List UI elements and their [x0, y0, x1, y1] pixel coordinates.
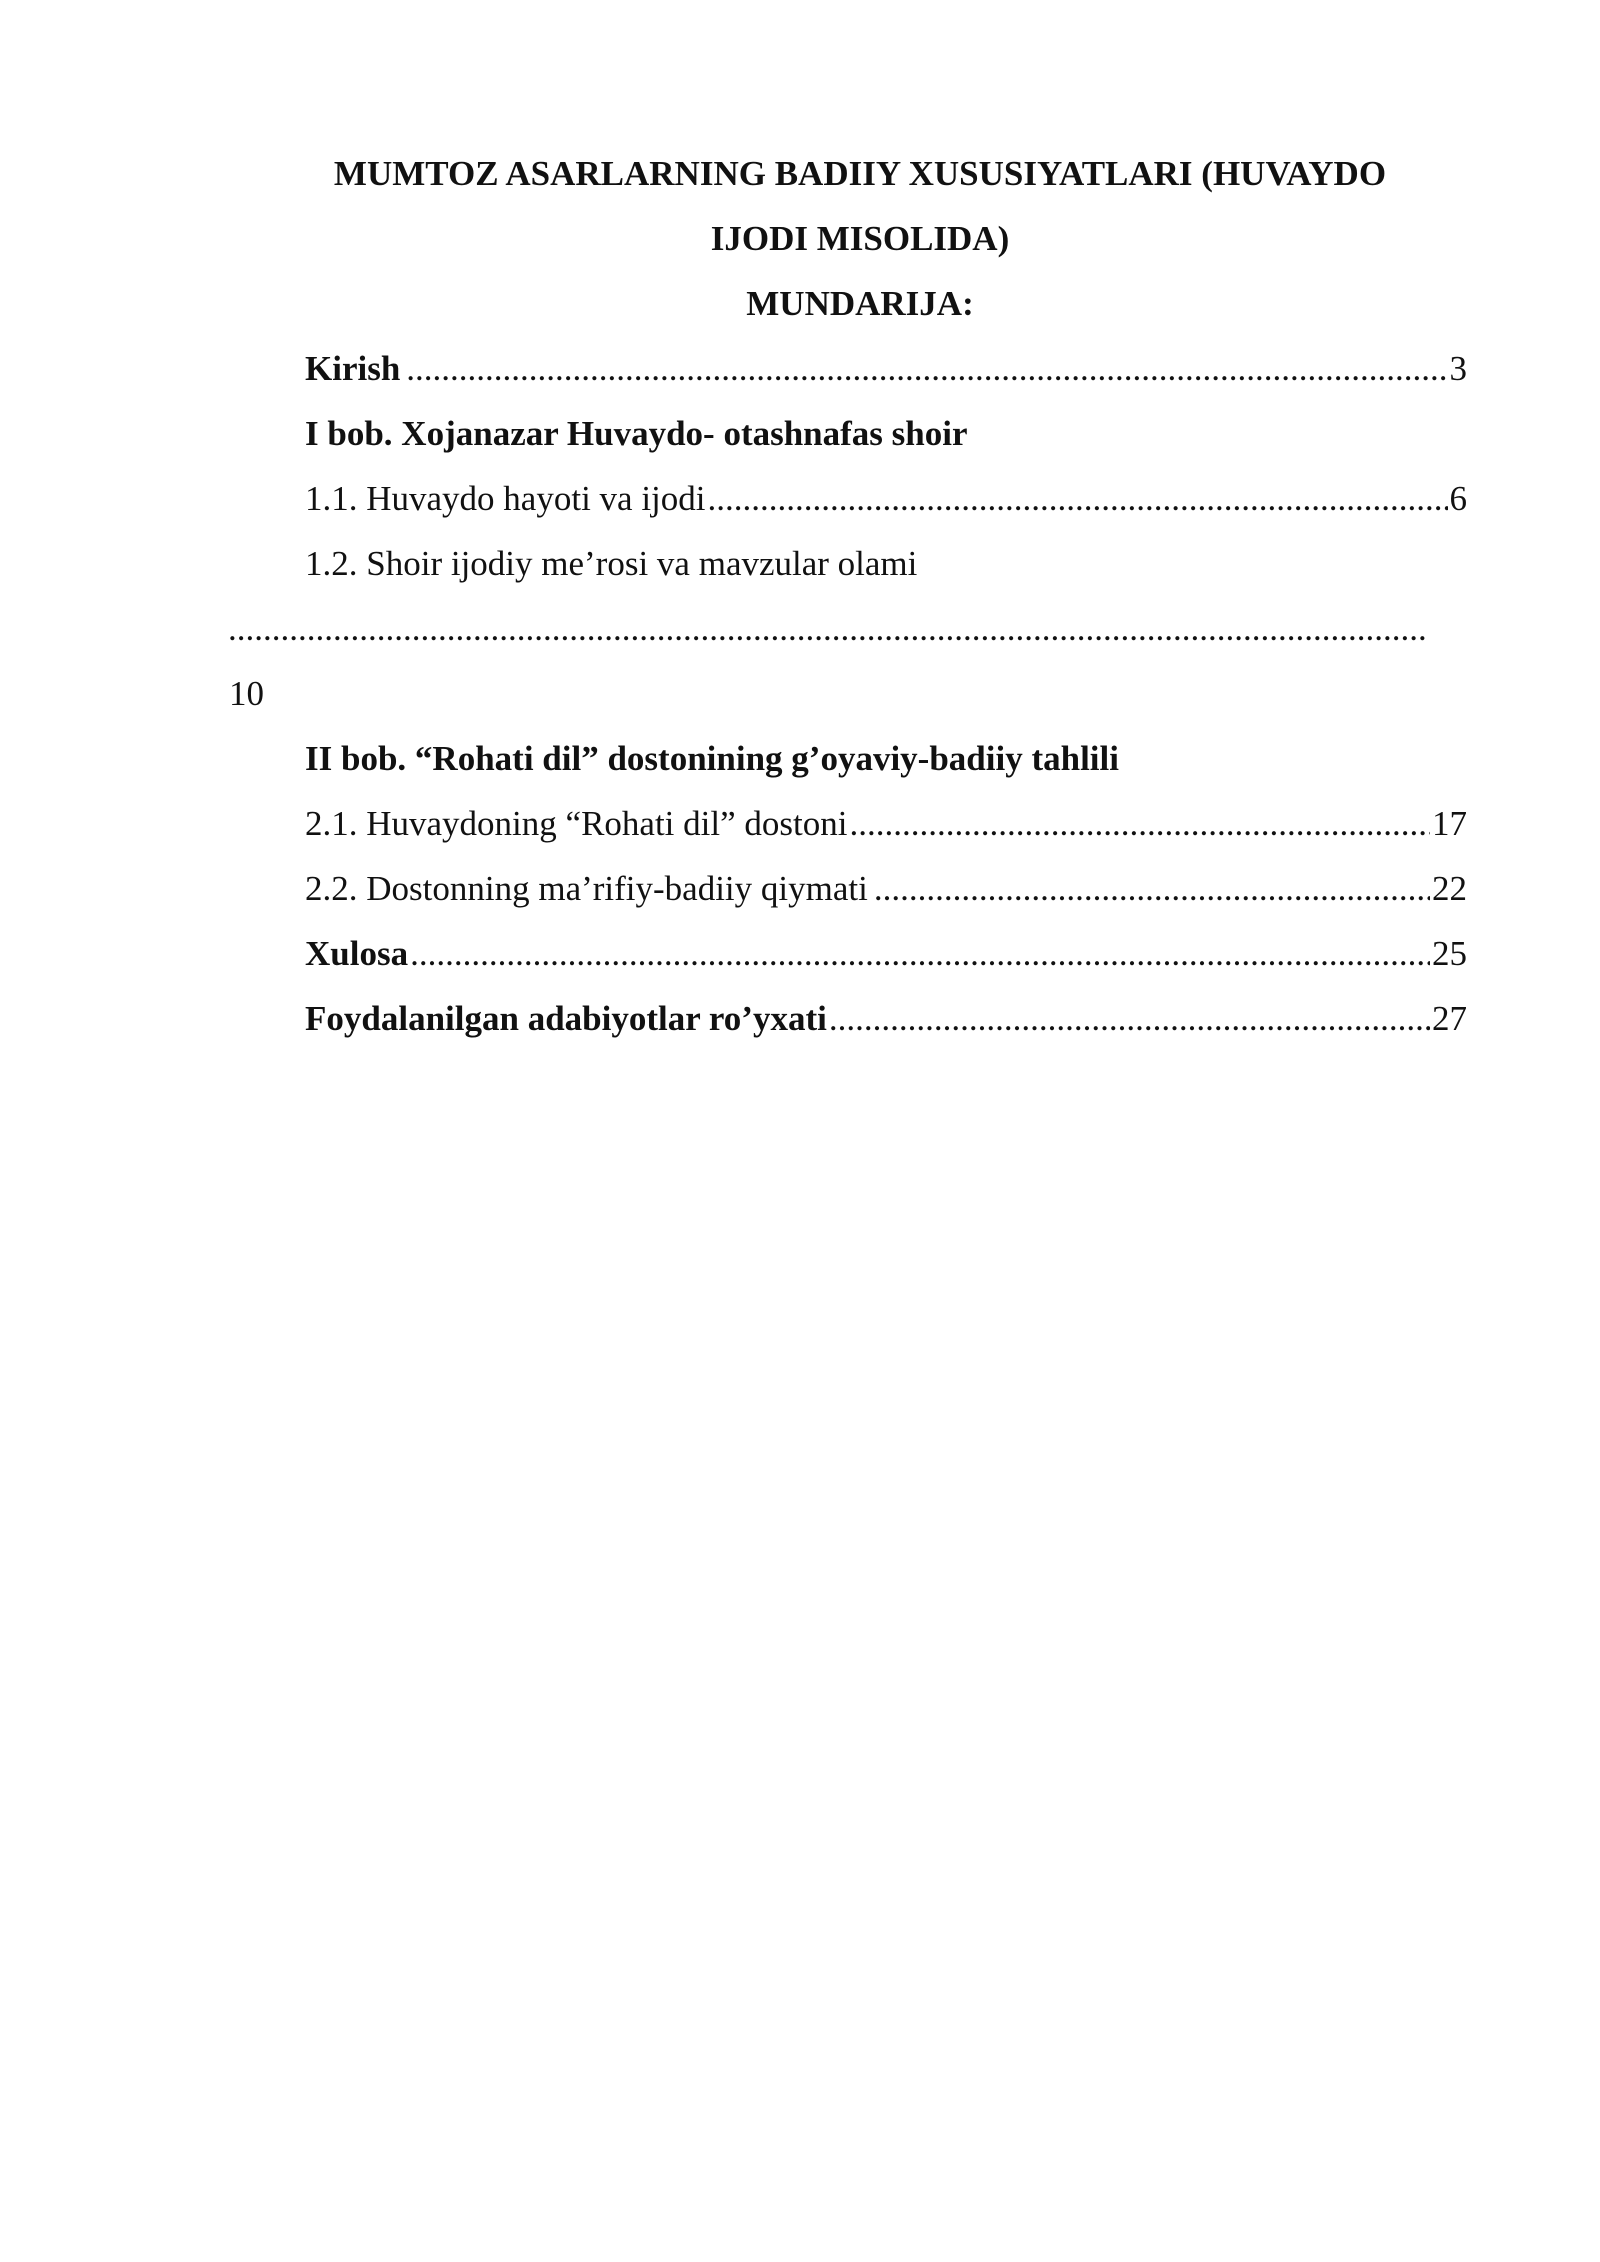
dot-leader — [406, 347, 1447, 391]
toc-entry-adabiyotlar[interactable] — [305, 997, 1467, 1041]
dot-leader — [874, 867, 1430, 911]
document-title-line-2: IJODI MISOLIDA) — [710, 219, 1010, 258]
toc-heading: MUNDARIJA: — [746, 284, 974, 323]
document-title-line-1: MUMTOZ ASARLARNING BADIIY XUSUSIYATLARI (HUVAYDO — [333, 154, 1387, 193]
toc-page-number: 22 — [1432, 869, 1467, 908]
toc-entry-1-1[interactable] — [305, 477, 1467, 521]
dot-leader — [410, 932, 1430, 976]
dot-leader — [849, 802, 1430, 846]
toc-entry-kirish[interactable] — [305, 347, 1467, 391]
toc-entry-1-2-label[interactable]: 1.2. Shoir ijodiy me’rosi va mavzular olami — [305, 544, 918, 583]
toc-entry-label: 1.1. Huvaydo hayoti va ijodi — [305, 479, 706, 518]
toc-entry-label: Kirish — [305, 349, 401, 388]
toc-entry-2-2[interactable] — [305, 867, 1467, 911]
toc-page-number: 27 — [1432, 999, 1467, 1038]
toc-page-number: 25 — [1432, 934, 1467, 973]
toc-entry-1-2-page-number: 10 — [229, 674, 264, 713]
dot-leader — [829, 997, 1430, 1041]
toc-entry-xulosa[interactable] — [305, 932, 1467, 976]
toc-entry-label: 2.1. Huvaydoning “Rohati dil” dostoni — [305, 804, 848, 843]
toc-page-number: 17 — [1432, 804, 1467, 843]
toc-page-number: 6 — [1449, 479, 1467, 518]
dot-leader — [708, 477, 1448, 521]
toc-entry-label: Foydalanilgan adabiyotlar ro’yxati — [305, 999, 827, 1038]
toc-page-number: 3 — [1449, 349, 1467, 388]
dot-leader — [228, 607, 1426, 651]
toc-chapter-2-heading[interactable]: II bob. “Rohati dil” dostonining g’oyaviy-badiiy tahlili — [305, 739, 1119, 778]
toc-entry-label: Xulosa — [305, 934, 409, 973]
toc-chapter-1-heading[interactable]: I bob. Xojanazar Huvaydo- otashnafas shoir — [305, 414, 968, 453]
toc-entry-2-1[interactable] — [305, 802, 1467, 846]
toc-entry-label: 2.2. Dostonning ma’rifiy-badiiy qiymati — [305, 869, 868, 908]
